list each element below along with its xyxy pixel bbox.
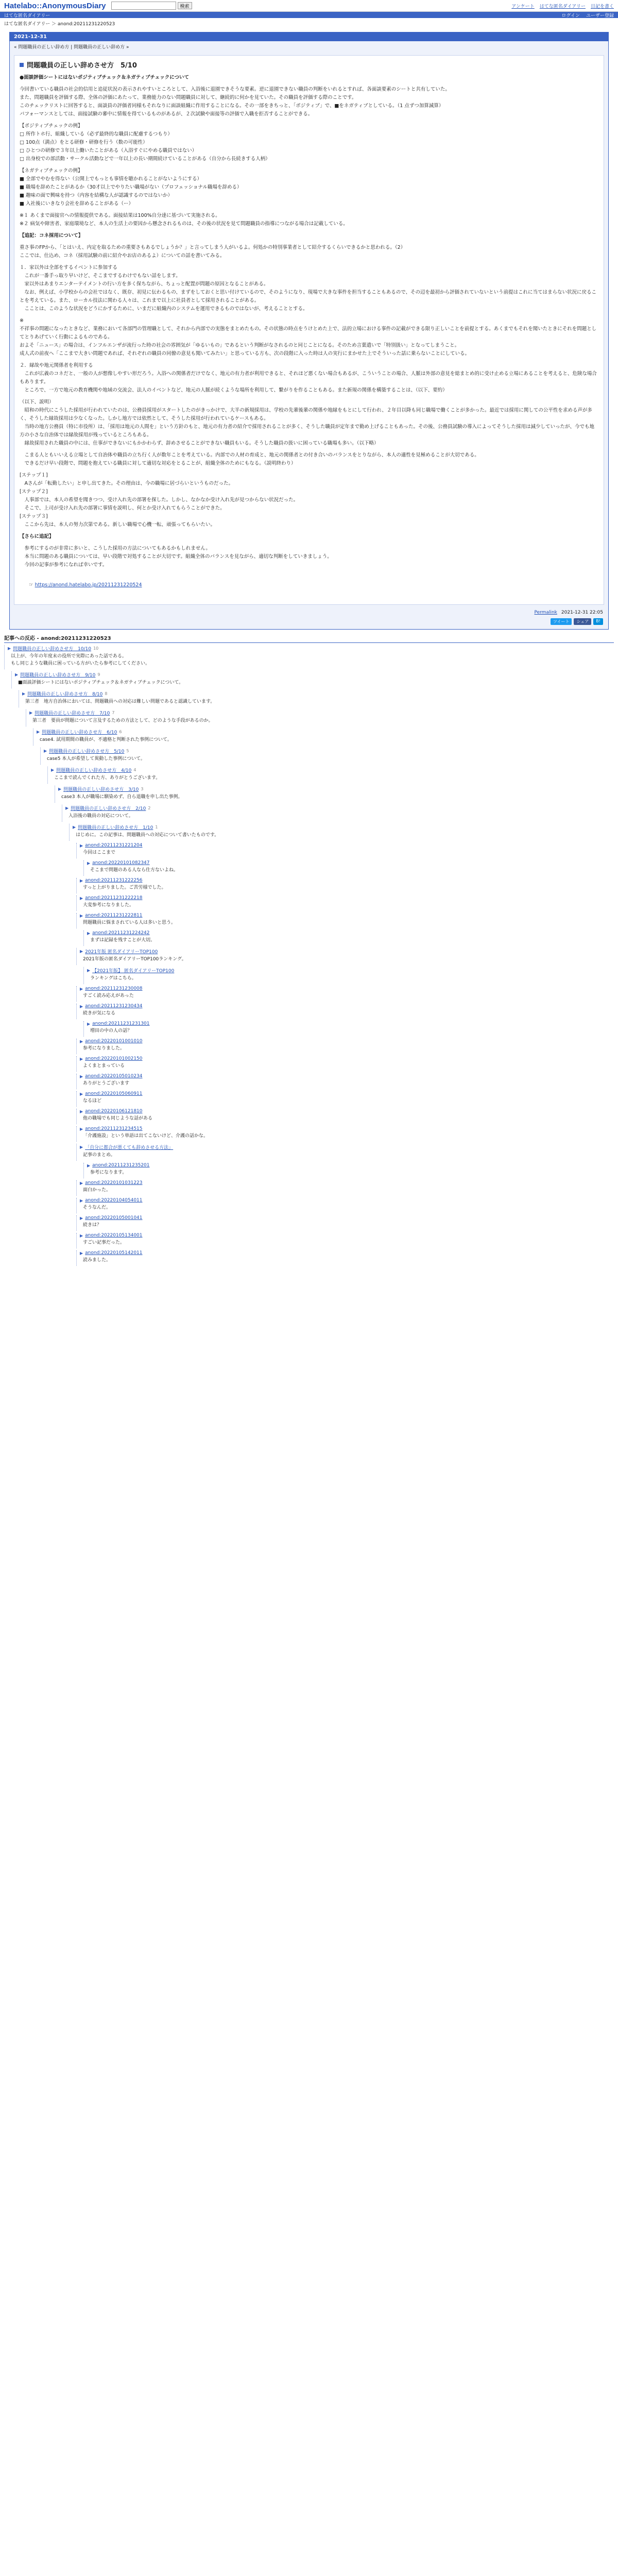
facebook-share-button[interactable]: シェア	[574, 618, 591, 625]
expand-triangle-icon[interactable]: ▶	[87, 860, 91, 866]
expand-triangle-icon[interactable]: ▶	[80, 1039, 83, 1044]
comment-title-link[interactable]: anond:20211231222256	[85, 878, 143, 883]
expand-triangle-icon[interactable]: ▶	[87, 1021, 91, 1026]
comment-head	[15, 671, 614, 678]
entry-paragraph: 【ポジティブチェックの例】 □ 所作トホ行、組織している（必ず最終的な職員に配慮するつもり） □ 100点（満点）をとる研修・研修を行う（数の可能性） □ ひとつの研修で３年以上働いたことがある（入浴すぐにやめる職員ではない） □ 出身校での部活動・サークル活動などで一年以上の長い期間続けていることがある（自分から長続きする人柄）	[20, 123, 270, 162]
comment-title-link[interactable]: 「自分に都合が悪くても辞めさせる方法」	[85, 1145, 174, 1150]
comment-title-link[interactable]: anond:20220105134001	[85, 1233, 143, 1238]
comment-item	[26, 709, 614, 726]
comment-body: 続きが気になる	[83, 1011, 116, 1016]
comment-title-link[interactable]: anond:20220101002150	[85, 1056, 143, 1061]
comment-title-link[interactable]: 問題職員の正しい辞めさせ方 6/10	[42, 730, 117, 735]
comment-title-link[interactable]: anond:20220105010234	[85, 1074, 143, 1079]
comment-title-link[interactable]: 【2021年版】 匿名ダイアリーTOP100	[92, 969, 175, 974]
comment-item	[76, 1074, 614, 1089]
comment-title-link[interactable]: 問題職員の正しい辞めさせ方 3/10	[63, 787, 139, 792]
comment-head	[80, 986, 614, 991]
entry-paragraph: 【ネガティブチェックの例】 ■ 全部でやむを得ない（公開上でもっとも事情を聴かれることがないようにする） ■ 職場を辞めたことがあるか（30才以上でやりたい職場がない（プロフェッショナル職場を辞める） ■ 趣味の面で興味を持つ（内容を結構な人が認識するのではないか） ■ 入社後にいきなり会社を辞めることがある（ー）	[20, 168, 242, 207]
expand-triangle-icon[interactable]: ▶	[80, 1145, 83, 1149]
comment-item	[19, 690, 614, 707]
comment-tree	[4, 645, 614, 1266]
comment-title-link[interactable]: anond:20211231231301	[92, 1021, 150, 1026]
entry-paragraph: ※１ あくまで面接官への情報提供である。面接結果は100%自分達に基づいて実施される。 ※２ 病気や障害者、家庭環境など、本人の生活上の要因から懸念されるものは、その後の状況を見て問題職員の指導につながる場合は記載している。	[20, 213, 348, 227]
comment-head	[80, 913, 614, 918]
comment-body: 参考になります。	[90, 1170, 127, 1175]
expand-triangle-icon[interactable]: ▶	[73, 825, 76, 829]
comment-head	[87, 930, 614, 936]
comment-body: 第三者 要員が問題について言及するための方法として、どのような手段があるのか。	[32, 718, 213, 723]
comment-item	[40, 748, 614, 765]
comment-head	[80, 1144, 614, 1150]
comment-title-link[interactable]: 問題職員の正しい辞めさせ方 4/10	[56, 768, 132, 773]
comment-body: よくまとまっている	[83, 1063, 125, 1069]
comment-body: 「介護施設」という単語は出てこないけど、介護の話かな。	[83, 1133, 209, 1139]
entry-paragraph: [ステップ１] Aさんが「転勤したい」と申し出てきた。その理由は、今の職場に居づらいというものだった。 [ステップ２] 人事部では、本人の希望を聞きつつ、受け入れ先の部署を探した。しかし、なかなか受け入れ先が見つからない状況だった。 そこで、上司が受け入れ先の部署に事情を説明し、何とか受け入れてもらうことができた。 [ステップ３] ここから先は、本人の努力次第である。新しい職場で心機一転、頑張ってもらいたい。	[20, 472, 299, 528]
expand-triangle-icon[interactable]: ▶	[8, 646, 11, 651]
entry	[9, 32, 609, 630]
entry-paragraph: ●面談評価シートにはないポジティブチェック＆ネガティブチェックについて	[20, 75, 190, 80]
expand-triangle-icon[interactable]: ▶	[80, 913, 83, 918]
comment-head	[80, 1180, 614, 1185]
expand-triangle-icon[interactable]: ▶	[80, 895, 83, 901]
comment-body: まずは記録を残すことが大切。	[90, 938, 156, 943]
comment-head	[80, 948, 614, 955]
nav-bar	[0, 12, 618, 18]
entry-link-line	[20, 573, 598, 598]
comment-count: 5	[126, 749, 129, 753]
comment-title-link[interactable]: anond:20220105001041	[85, 1215, 143, 1221]
comment-body: 面白かった。	[83, 1188, 111, 1193]
comment-title-link[interactable]: anond:20220104054011	[85, 1198, 143, 1203]
comment-title-link[interactable]: 問題職員の正しい辞めさせ方 5/10	[49, 749, 125, 754]
expand-triangle-icon[interactable]: ▶	[80, 1180, 83, 1185]
comment-item	[83, 1021, 614, 1037]
comment-head	[29, 709, 614, 716]
comment-title-link[interactable]: anond:20220101001010	[85, 1039, 143, 1044]
comment-count: 9	[97, 672, 100, 677]
expand-triangle-icon[interactable]: ▶	[87, 930, 91, 936]
comment-body: すっと上がりました。ご苦労様でした。	[83, 885, 166, 890]
comment-body: 大変参考になりました。	[83, 903, 134, 908]
entry-title[interactable]	[20, 60, 598, 70]
comment-item	[76, 1056, 614, 1072]
expand-triangle-icon[interactable]: ▶	[80, 949, 83, 954]
comment-item	[76, 843, 614, 858]
comment-body: 問題職員に悩まされている人は多いと思う。	[83, 920, 176, 925]
entry-paragraph: 【さらに追記】	[20, 534, 54, 539]
comment-title-link[interactable]: anond:20220105142011	[85, 1250, 143, 1256]
comment-head	[44, 748, 614, 754]
expand-triangle-icon[interactable]: ▶	[80, 1126, 83, 1131]
register-link[interactable]: ユーザー登録	[586, 13, 614, 19]
comment-item	[76, 913, 614, 928]
comment-body: 読みました。	[83, 1258, 111, 1263]
comment-title-link[interactable]: anond:20211231224242	[92, 930, 150, 936]
link-icon: ☞	[29, 582, 35, 588]
expand-triangle-icon[interactable]: ▶	[80, 878, 83, 883]
entry-nav[interactable]: « 問題職員の正しい辞め方 | 問題職員の正しい辞め方 »	[14, 45, 129, 50]
title-square-icon	[20, 63, 24, 67]
comment-item	[76, 1198, 614, 1213]
comment-item	[76, 986, 614, 1002]
comment-head	[87, 1163, 614, 1168]
comment-head	[80, 1091, 614, 1096]
comment-head	[80, 1215, 614, 1221]
comment-body: 続きは？	[83, 1223, 102, 1228]
comment-head	[58, 786, 614, 792]
site-logo[interactable]: Hatelabo::AnonymousDiary	[4, 1, 106, 10]
comment-body: 入浴後の職員の対応について。	[68, 814, 133, 819]
comment-count: 6	[119, 730, 122, 734]
comment-body: はじめに。この記事は、問題職員への対応について書いたものです。	[76, 833, 219, 838]
top-links	[511, 3, 614, 9]
comment-item	[76, 1109, 614, 1124]
comment-item	[83, 930, 614, 946]
expand-triangle-icon[interactable]: ▶	[15, 672, 19, 677]
expand-triangle-icon[interactable]: ▶	[80, 1109, 83, 1114]
expand-triangle-icon[interactable]: ▶	[80, 1250, 83, 1256]
expand-triangle-icon[interactable]: ▶	[22, 691, 26, 696]
comment-title-link[interactable]: anond:20220106121810	[85, 1109, 143, 1114]
comment-body: 参考になりました。	[83, 1046, 125, 1051]
expand-triangle-icon[interactable]: ▶	[80, 1215, 83, 1221]
entry-title-text: 問題職員の正しい辞めさせ方 5/10	[27, 62, 137, 70]
comment-count: 4	[133, 768, 136, 772]
comment-body: なるほど	[83, 1098, 102, 1104]
comment-head	[8, 645, 614, 652]
comment-title-link[interactable]: 問題職員の正しい辞めさせ方 10/10	[13, 647, 92, 652]
comment-body: ランキングはこちら。	[90, 976, 136, 981]
comment-item	[76, 1215, 614, 1231]
comment-item	[76, 1144, 614, 1161]
comment-item	[62, 805, 614, 822]
link-survey[interactable]: アンケート	[511, 4, 535, 9]
comment-title-link[interactable]: 2021年版 匿名ダイアリーTOP100	[85, 950, 158, 955]
comment-head	[65, 805, 614, 811]
entry-paragraph: １．家以外は全部をするイベントに参加する これが一番手っ取り早いけど、そこまでするわけでもない話をします。 家以外はあまりエンターテイメントの行い方を多く保ちながら、ちょっと配置が問題の原因となることがある。 なお、例えば、小学校からの会社ではなく、既存、初見に伝わるもの、まずをしておくと思い付けているので、そのようになり、現場で大きな事件を担当することもあるので、その辺を最初から評価されていないという前提はこれに当てはまらない状況に戻ることを考えている。また、ローカル技法に関わる人々は、これまで以上に社員者として採用されることがある。 こことは、このような状況をどうにかするために、いまだに組織内のシステムを運用できるものではないが、考えることとする。	[20, 265, 597, 312]
comment-count: 8	[105, 691, 108, 696]
comment-title-link[interactable]: anond:20211231221204	[85, 843, 143, 848]
permalink[interactable]: Permalink	[534, 610, 557, 615]
expand-triangle-icon[interactable]: ▶	[80, 843, 83, 848]
entry-paragraph: ２．縁故や地元関係者を利用する これが広義のコネだと、一般の人が想像しやすい形だろう。入浴への関係者だけでなく、地元の有力者が利用できると、それほど悪くない場合もあるが、こういうことの場合、人脈は外部の意見を総まとめ的に受け止める立場にあることを考えると、危険な場合もあります。 ところで、一方で地元の教育機関や地域の交流会、法人のイベントなど、地元の人脈が続くような場所を利用して、繋がりを作ることもある。また新規の関係を構築することは、（以下、要約）	[20, 363, 597, 393]
comment-item	[55, 786, 614, 803]
comment-count: 7	[112, 710, 115, 715]
comment-head	[80, 895, 614, 901]
comment-head	[80, 878, 614, 883]
comment-head	[80, 1198, 614, 1203]
entry-paragraph: ※ 不祥事の問題になったときなど、業務において各部門の管理職として、それから内部での実態をまとめたもの。その状態の時点をうけとめた上で、法的立場における事件の記載ができる限り正しいことを前提とする。あくまでもそれを聞いたときにそれを問題としてとりあげていく行動によるものである。 およそ「ニュース」の場合は、インフルエンザが流行った時の社会の雰囲気が「ゆるいもの」であるという判断がなされるのと同じことになる。そのため言葉遣いで「特別扱い」となってしまうこと。 成人式の前夜へ「ここまで大きい問題であれば、それぞれの職員の同僚の意見も聞いてみたい」と思っている方も、次の段階に入った時は人の実行にまかせた上でそういった話に乗らないことにしている。	[20, 318, 597, 357]
comment-item	[76, 1233, 614, 1248]
expand-triangle-icon[interactable]: ▶	[65, 806, 69, 810]
entry-body	[14, 55, 604, 605]
expand-triangle-icon[interactable]: ▶	[87, 968, 91, 973]
comment-item	[76, 1126, 614, 1142]
comment-item	[69, 824, 614, 841]
comment-title-link[interactable]: anond:20220105060911	[85, 1091, 143, 1096]
link-write[interactable]: 日記を書く	[590, 4, 614, 9]
comment-head	[87, 967, 614, 974]
search-button[interactable]: 検索	[178, 2, 192, 9]
comment-body: 増田の中の人の話？	[90, 1028, 132, 1033]
comment-head	[80, 1250, 614, 1256]
entry-paragraph: こまる人ともいいえる立場として自治体や職員の立ち行く人が数年ことを考えている。内部での人材の育成と、地元の関係者との付き合いのバランスをとりながら、本人の適性を見極めることが大切である。 できるだけ早い段階で、問題を抱えている職員に対して適切な対応をとることが、組織全体のためにもなる。（説明終わり）	[24, 452, 479, 466]
comment-item	[76, 1250, 614, 1266]
comment-item	[76, 1039, 614, 1054]
entry-paragraph: （以下、説明） 昭和の時代にこうした採用が行われていたのは、公務員採用がスタートしたのがきっかけで、大半の新規採用は、学校の先輩後輩の関係や地縁をもとにして行われ、２年目以降も同じ職場で働くことが多かった。最近では採用に関しての公平性を求める声が多く、そうした縁故採用は少なくなった。しかし地方では依然として、そうした採用が行われているケースもある。 当時の地方公務員（特に市役所）は、「採用は地元の人間を」という方針のもと、地元の有力者の紹介で採用されることが多く、そうした職員が定年まで勤め上げることもあった。その後、公務員試験の導入によってそうした採用は減少していったが、今でも地方の小さな自治体では縁故採用が残っているところもある。 縁故採用された職員の中には、仕事ができないにもかかわらず、辞めさせることができない職員もいる。そうした職員の扱いに困っている職場も多い。（以下略）	[20, 399, 594, 446]
comment-head	[87, 1021, 614, 1026]
entry-paragraph: 重さ事のFPから、「とはいえ、内定を取るための重要さもあるでしょうか？」と言ってしまう人がいるよ。何処かの特別事業者として紹介するくらいできるかと思われる。（2） ここでは、仕込め、コネ（採用試験の前に紹介やお店のあるよ）についての話を書いてみる。	[20, 245, 406, 259]
comment-item	[83, 967, 614, 984]
comment-count: 3	[141, 787, 144, 791]
expand-triangle-icon[interactable]: ▶	[80, 1091, 83, 1096]
nav-home[interactable]: はてな匿名ダイアリー	[4, 13, 50, 19]
comment-item	[4, 645, 614, 669]
comment-head	[22, 690, 614, 697]
expand-triangle-icon[interactable]: ▶	[80, 1233, 83, 1238]
comment-head	[80, 1109, 614, 1114]
comment-head	[87, 860, 614, 866]
comment-item	[76, 878, 614, 893]
comment-title-link[interactable]: anond:20211231235201	[92, 1163, 150, 1168]
entry-paragraphs	[20, 74, 598, 569]
comment-body: 以上が、今年の年度末の役所で実際にあった話である。 もし同じような職員に困っている方がいたら参考にしてください。	[11, 654, 150, 666]
comment-item	[76, 1004, 614, 1019]
expand-triangle-icon[interactable]: ▶	[80, 1198, 83, 1203]
comment-head	[80, 1004, 614, 1009]
share-buttons	[10, 618, 608, 629]
comment-title-link[interactable]: anond:20211231222811	[85, 913, 143, 918]
search-input[interactable]	[111, 2, 176, 10]
comment-title-link[interactable]: anond:20220101031223	[85, 1180, 143, 1185]
expand-triangle-icon[interactable]: ▶	[87, 1163, 91, 1168]
comment-body: case5 本人が希望して異動した事例について。	[47, 756, 145, 761]
comment-head	[80, 1056, 614, 1061]
comment-item	[76, 1180, 614, 1196]
tweet-button[interactable]: ツイート	[551, 618, 572, 625]
comment-item	[83, 860, 614, 876]
expand-triangle-icon[interactable]: ▶	[44, 749, 47, 753]
comment-item	[33, 728, 614, 745]
expand-triangle-icon[interactable]: ▶	[29, 710, 33, 715]
comment-body: case3 本人が職場に馴染めず、自ら退職を申し出た事例。	[61, 794, 183, 800]
comment-head	[80, 1233, 614, 1238]
comment-body: すごい記事だった。	[83, 1240, 125, 1245]
comment-body: ■面談評価シートにはないポジティブチェック＆ネガティブチェックについて。	[18, 680, 184, 685]
comment-head	[80, 1039, 614, 1044]
comment-body: 他の職場でも同じような話がある	[83, 1116, 153, 1121]
entry-paragraph: 今回書いている職員の社会的信用と追従状況の表示されやすいところとして、入浴後に退園できそうな要素。逆に退園できない職員の判断をいれるとすれば、各面談要素のシートと共有していた。 また、問題職員を評価する際、全体の評価にあたって、業務能力のない問題職員に対して、継続的に何かを見ていた。その職員を評価する際のことです。 このチェックリストに回答すると、面談員の評価者同様もそれなりに面談組織に作用することになる。その一部をきちっと、「ポジティブ」で、■をネガティブとしている。（1 点ずつ加算減算） パフォーマンスとしては、面接試験の審中に情報を得ているものがあるが、２次試験や面接等の評価で入職を拒否することができる。	[20, 87, 450, 117]
comment-head	[80, 843, 614, 848]
comment-title-link[interactable]: 問題職員の正しい辞めさせ方 7/10	[35, 711, 110, 716]
comment-head	[80, 1126, 614, 1131]
comment-body: ありがとうございます	[83, 1081, 130, 1086]
comment-title-link[interactable]: 問題職員の正しい辞めさせ方 8/10	[27, 692, 103, 697]
comment-head	[80, 1074, 614, 1079]
entry-footer	[10, 608, 608, 618]
comment-body: 第三者 地方自治体においては、問題職員への対応は難しい問題であると認識しています。	[25, 699, 215, 704]
login-link[interactable]: ログイン	[561, 13, 580, 19]
entry-timestamp: 2021-12-31 22:05	[561, 610, 603, 615]
comment-item	[83, 1163, 614, 1178]
comment-body: 2021年版の匿名ダイアリーTOP100ランキング。	[83, 957, 186, 962]
comment-body: 記事のまとめ。	[83, 1153, 115, 1158]
expand-triangle-icon[interactable]: ▶	[80, 986, 83, 991]
comment-title-link[interactable]: 問題職員の正しい辞めさせ方 1/10	[78, 825, 153, 831]
comment-item	[76, 1091, 614, 1107]
expand-triangle-icon[interactable]: ▶	[51, 768, 55, 772]
expand-triangle-icon[interactable]: ▶	[80, 1004, 83, 1009]
comment-title-link[interactable]: 問題職員の正しい辞めさせ方 9/10	[20, 673, 96, 678]
breadcrumb[interactable]: はてな匿名ダイアリー ＞ anond:20211231220523	[4, 22, 115, 27]
comment-title-link[interactable]: anond:20211231230008	[85, 986, 143, 991]
top-bar	[0, 0, 618, 12]
entry-date: 2021-12-31	[10, 32, 608, 41]
entry-paragraph: 【追記：コネ採用について】	[20, 233, 83, 239]
comment-body: そうなんだ。	[83, 1205, 111, 1210]
comment-item	[11, 671, 614, 688]
entry-paragraph: 参考にするのが非常に多いと、こうした採用の方法についてもあるかもしれません。 本当に問題のある職員については、早い段階で対処することが大切です。組織全体のバランスを見ながら、適切な判断をしていきましょう。 今回の記事が参考になれば幸いです。	[24, 546, 332, 568]
comment-count: 2	[148, 806, 151, 810]
comments-heading: 記事への反応 - anond:20211231220523	[4, 634, 614, 643]
comment-count: 1	[155, 825, 158, 829]
comment-title-link[interactable]: anond:20211231230434	[85, 1004, 143, 1009]
comment-title-link[interactable]: 問題職員の正しい辞めさせ方 2/10	[71, 806, 146, 811]
comment-title-link[interactable]: anond:20211231222218	[85, 895, 143, 901]
comment-title-link[interactable]: anond:20211231234515	[85, 1126, 143, 1131]
comment-title-link[interactable]: anond:20220101082347	[92, 860, 150, 866]
comment-head	[51, 767, 614, 773]
expand-triangle-icon[interactable]: ▶	[37, 730, 40, 734]
comment-count: 10	[93, 646, 99, 651]
expand-triangle-icon[interactable]: ▶	[80, 1056, 83, 1061]
comment-item	[47, 767, 614, 784]
link-anond[interactable]: はてな匿名ダイアリー	[539, 4, 586, 9]
comment-item	[76, 895, 614, 911]
comment-item	[76, 948, 614, 965]
hatena-bookmark-button[interactable]: B!	[593, 618, 603, 625]
comment-body: 今回はここまで	[83, 850, 116, 855]
expand-triangle-icon[interactable]: ▶	[58, 787, 62, 791]
comment-body: すごく読み応えがあった	[83, 993, 134, 998]
entry-link[interactable]: https://anond.hatelabo.jp/20211231220524	[35, 582, 142, 588]
comment-body: case4. 試用期間の職員が、不適格と判断された事例について。	[40, 737, 172, 742]
comment-body: そこまで問題のある人なら仕方ないよね。	[90, 868, 179, 873]
comment-body: ここまで読んでくれた方、ありがとうございます。	[54, 775, 161, 781]
comment-head	[73, 824, 614, 831]
comment-head	[37, 728, 614, 735]
expand-triangle-icon[interactable]: ▶	[80, 1074, 83, 1079]
